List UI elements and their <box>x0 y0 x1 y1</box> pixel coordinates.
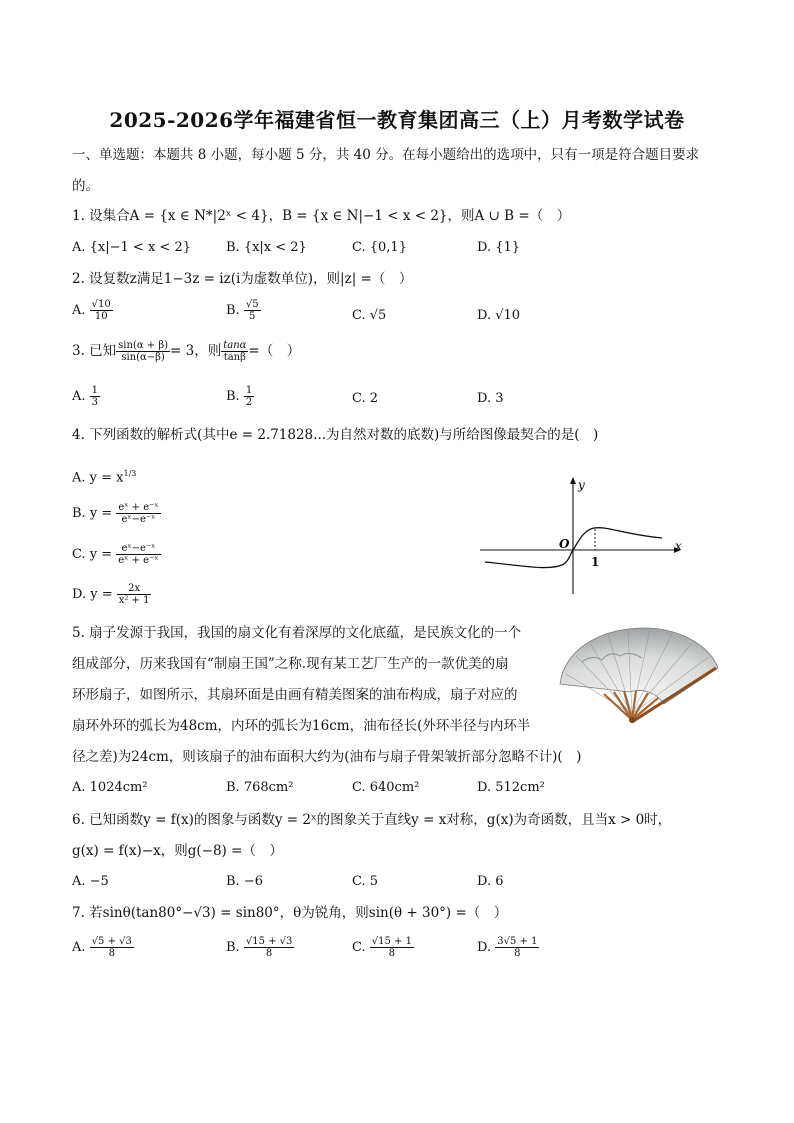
q2-a-num: √10 <box>91 299 111 310</box>
question-7-stem: 7. 若sinθ(tan80°−√3) = sin80°，θ为锐角，则sin(θ + 30°) =（ ） <box>72 905 508 921</box>
q2-b-den: 5 <box>249 311 256 322</box>
q3-frac1-num: sin(α + β) <box>118 340 169 351</box>
q7-c-fraction <box>370 936 414 959</box>
q2-b-prefix: B. <box>226 303 240 318</box>
q4-c-num: eˣ−e⁻ˣ <box>116 543 160 555</box>
q3-frac2-den: tanβ <box>223 352 246 363</box>
q3-prefix: 3. 已知 <box>72 343 117 359</box>
q3-b-fraction <box>244 385 254 408</box>
q4-d-prefix: D. y = <box>72 587 113 602</box>
q4-option-a <box>72 465 136 487</box>
q2-a-fraction <box>90 299 113 322</box>
question-4-stem: 4. 下列函数的解析式(其中e = 2.71828...为自然对数的底数)与所给图像最契合的是( ) <box>72 427 599 443</box>
q3-b-prefix: B. <box>226 389 240 404</box>
tick-label: 1 <box>591 555 600 569</box>
question-1-stem: 1. 设集合A = {x ∈ N*|2ˣ < 4}，B = {x ∈ N|−1 < x < 2}，则A ∪ B =（ ） <box>72 208 571 224</box>
q7-b-den: 8 <box>265 948 273 959</box>
q4-option-c <box>72 543 161 566</box>
question-5-line4: 扇环外环的弧长为48cm，内环的弧长为16cm，油布径长(外环半径与内环半 <box>72 718 531 734</box>
y-label: y <box>578 478 585 492</box>
q3-b-den: 2 <box>245 397 253 408</box>
question-2-stem: 2. 设复数z满足1−3z = iz(i为虚数单位)，则|z| =（ ） <box>72 271 413 287</box>
q4-c-prefix: C. y = <box>72 547 113 562</box>
q6-option-d: D. 6 <box>477 874 504 889</box>
q3-a-num: 1 <box>91 385 99 396</box>
q7-c-prefix: C. <box>352 940 366 955</box>
q5-option-c: C. 640cm² <box>352 780 420 795</box>
q3-frac1-den: sin(α−β) <box>121 352 165 363</box>
q2-b-num: √5 <box>245 299 259 310</box>
q4-option-b <box>72 502 161 525</box>
origin-label: O <box>559 537 570 551</box>
q7-c-den: 8 <box>388 948 396 959</box>
q4-d-fraction <box>117 583 152 606</box>
page-title: 2025-2026学年福建省恒一教育集团高三（上）月考数学试卷 <box>109 108 685 132</box>
q1-option-a: A. {x|−1 < x < 2} <box>72 240 191 255</box>
q2-option-c: C. √5 <box>352 308 387 323</box>
q7-a-prefix: A. <box>72 940 86 955</box>
q7-a-fraction <box>90 936 134 959</box>
q4-b-prefix: B. y = <box>72 506 113 521</box>
q4-option-d <box>72 583 151 606</box>
q6-option-c: C. 5 <box>352 874 379 889</box>
x-label: x <box>675 539 682 553</box>
function-graph <box>477 472 687 597</box>
q7-b-prefix: B. <box>226 940 240 955</box>
q2-a-den: 10 <box>94 311 108 322</box>
q4-b-den: eˣ−e⁻ˣ <box>121 514 156 525</box>
q7-option-a <box>72 936 134 959</box>
q2-option-a <box>72 299 113 322</box>
question-3-stem <box>72 340 300 363</box>
q1-option-c: C. {0,1} <box>352 240 407 255</box>
q7-d-num: 3√5 + 1 <box>497 936 538 947</box>
q7-d-fraction <box>495 936 539 959</box>
q7-option-b <box>226 936 294 959</box>
q6-option-b: B. −6 <box>226 874 263 889</box>
section-heading-cont: 的。 <box>72 178 99 194</box>
q4-a-exponent: 1/3 <box>123 469 137 478</box>
q3-mid: = 3，则 <box>170 343 222 359</box>
q7-option-d <box>477 936 539 959</box>
q7-d-den: 8 <box>514 948 521 959</box>
q3-b-num: 1 <box>245 385 253 396</box>
q5-option-a: A. 1024cm² <box>72 780 148 795</box>
q4-d-num: 2x <box>117 583 152 595</box>
q2-a-prefix: A. <box>72 303 86 318</box>
q7-b-num: √15 + √3 <box>245 936 293 947</box>
q7-c-num: √15 + 1 <box>371 936 412 947</box>
q3-option-d: D. 3 <box>477 391 504 406</box>
q7-b-fraction <box>244 936 295 959</box>
fan-pivot <box>629 717 635 723</box>
q7-d-prefix: D. <box>477 940 492 955</box>
q1-option-b: B. {x|x < 2} <box>226 240 307 255</box>
section-heading: 一、单选题：本题共 8 小题，每小题 5 分，共 40 分。在每小题给出的选项中，只有一项是符合题目要求 <box>72 147 700 163</box>
q1-option-d: D. {1} <box>477 240 521 255</box>
q2-option-d: D. √10 <box>477 308 521 323</box>
q4-b-num: eˣ + e⁻ˣ <box>118 502 159 513</box>
q3-end: =（ ） <box>248 343 301 359</box>
q3-option-a <box>72 385 100 408</box>
q4-d-den: x² + 1 <box>118 595 150 606</box>
q5-option-b: B. 768cm² <box>226 780 294 795</box>
y-axis-arrow <box>570 477 576 484</box>
question-6-line2: g(x) = f(x)−x，则g(−8) =（ ） <box>72 843 283 859</box>
fan-image <box>552 622 722 728</box>
q5-option-d: D. 512cm² <box>477 780 545 795</box>
q2-option-b <box>226 299 261 322</box>
q4-b-fraction <box>116 502 160 525</box>
question-5-line5: 径之差)为24cm，则该扇子的油布面积大约为(油布与扇子骨架皱折部分忽略不计)( ) <box>72 749 582 765</box>
q3-frac2 <box>221 340 248 363</box>
q4-c-fraction <box>116 543 160 566</box>
q7-a-num: √5 + √3 <box>91 936 132 947</box>
q6-option-a: A. −5 <box>72 874 109 889</box>
q3-a-fraction <box>90 385 100 408</box>
question-5-line3: 环形扇子，如图所示，其扇环面是由画有精美图案的油布构成，扇子对应的 <box>72 687 518 703</box>
q3-a-den: 3 <box>91 397 99 408</box>
question-6-line1: 6. 已知函数y = f(x)的图象与函数y = 2ˣ的图象关于直线y = x对称，g(x)为奇函数，且当x > 0时， <box>72 812 672 828</box>
question-5-line1: 5. 扇子发源于我国，我国的扇文化有着深厚的文化底蕴，是民族文化的一个 <box>72 625 522 641</box>
q4-a-prefix: A. y = x <box>72 470 124 486</box>
q3-option-c: C. 2 <box>352 391 379 406</box>
q3-a-prefix: A. <box>72 389 86 404</box>
q2-b-fraction <box>244 299 261 322</box>
q3-option-b <box>226 385 254 408</box>
q7-a-den: 8 <box>108 948 115 959</box>
q7-option-c <box>352 936 414 959</box>
q3-frac1 <box>116 340 170 363</box>
fan-leaf <box>560 628 718 704</box>
q4-c-den: eˣ + e⁻ˣ <box>118 555 159 566</box>
q3-frac2-num: tanα <box>223 340 247 351</box>
question-5-line2: 组成部分，历来我国有“制扇王国”之称.现有某工艺厂生产的一款优美的扇 <box>72 656 509 672</box>
